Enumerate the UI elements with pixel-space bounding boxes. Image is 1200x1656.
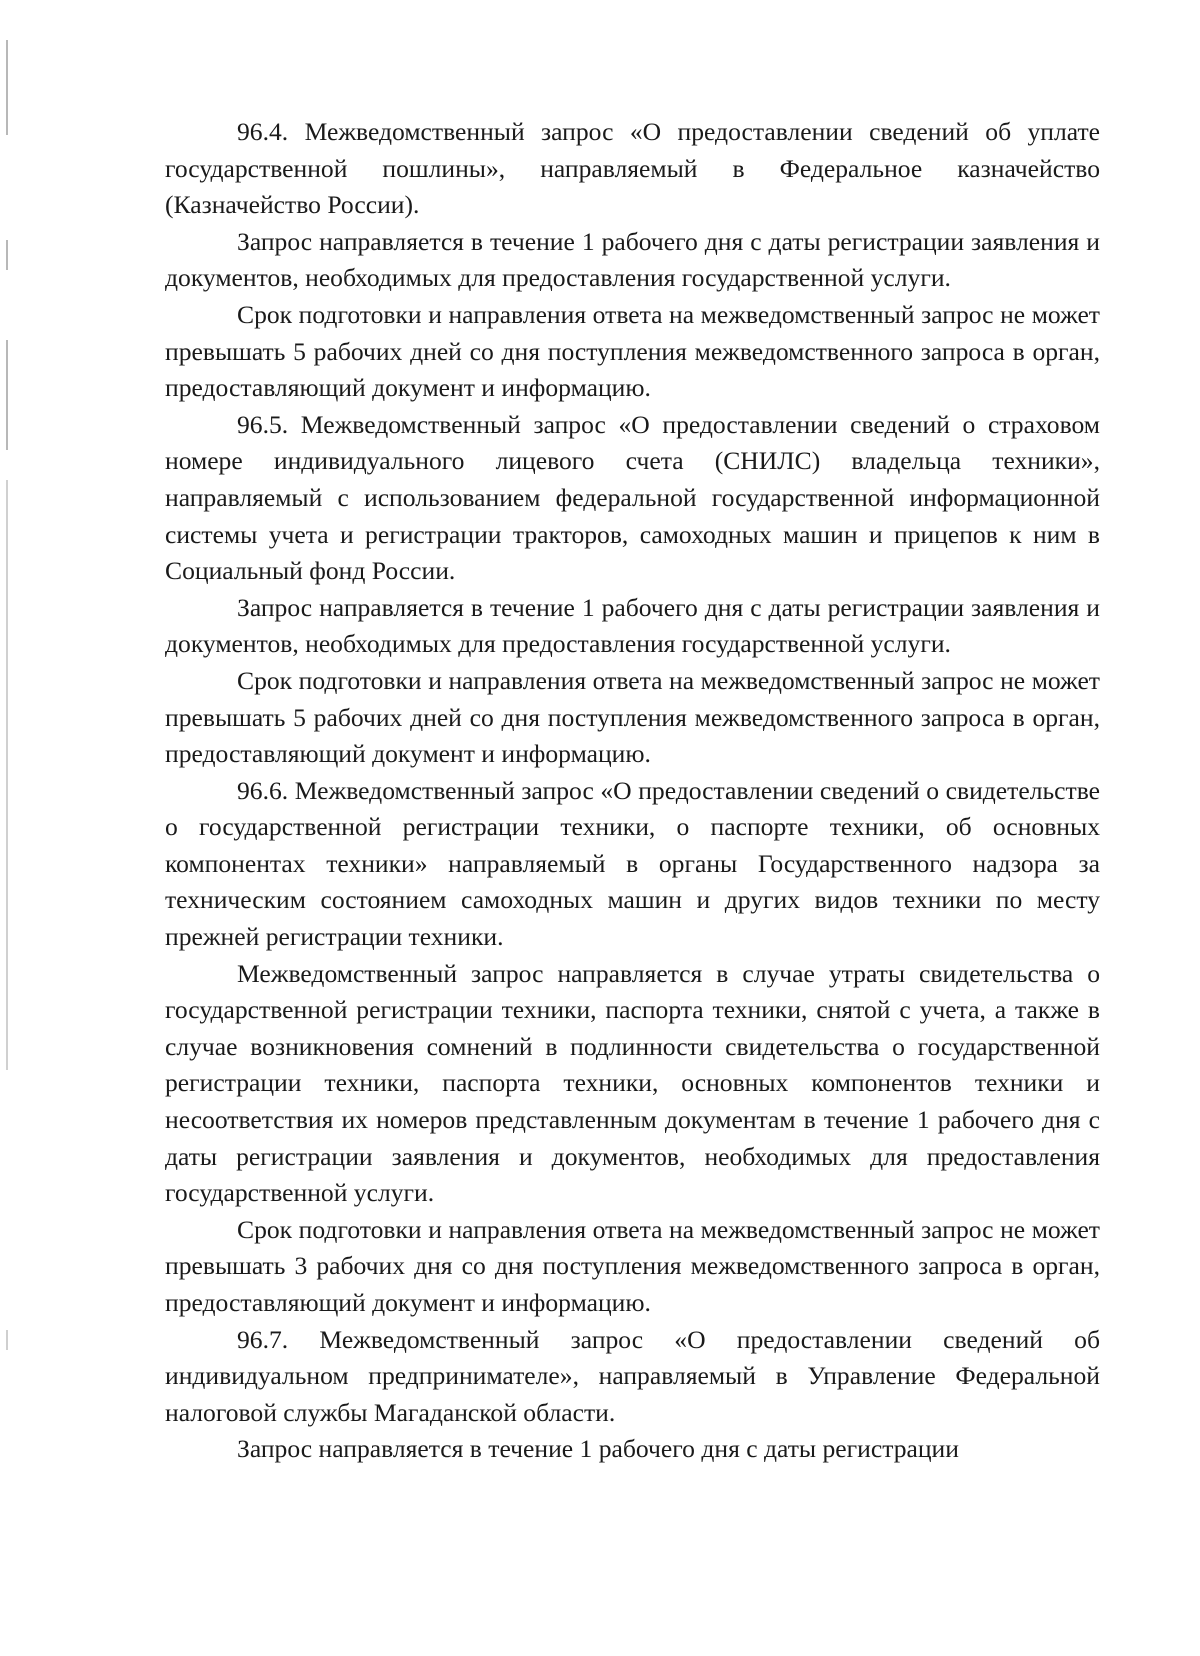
paragraph-request-deadline-partial: Запрос направляется в течение 1 рабочего дня с даты регистрации xyxy=(237,1434,959,1464)
paragraph-request-conditions: Межведомственный запрос направляется в случае утраты свидетельства о государственной регистрации техники, паспорта техники, снятой с учета, а также в случае возникновения сомнений в подлинности свидетельства о государственной регистрации техники, паспорта техники, основных компонентов техники и несоответствия их номеров представленным документам в течение 1 рабочего дня с даты регистрации заявления и документов, необходимых для предоставления государственной услуги. xyxy=(165,958,1100,1208)
document-body xyxy=(165,114,1100,1468)
scan-edge-mark xyxy=(6,340,8,450)
scan-edge-mark xyxy=(6,40,8,135)
paragraph-response-deadline: Срок подготовки и направления ответа на межведомственный запрос не может превышать 5 рабочих дней со дня поступления межведомственного запроса в орган, предоставляющий документ и информацию. xyxy=(165,299,1100,403)
paragraph-request-deadline: Запрос направляется в течение 1 рабочего дня с даты регистрации заявления и документов, необходимых для предоставления государственной услуги. xyxy=(165,226,1100,293)
scan-edge-mark xyxy=(6,480,8,1070)
paragraph-96-5: 96.5. Межведомственный запрос «О предоставлении сведений о страховом номере индивидуального лицевого счета (СНИЛС) владельца техники», направляемый с использованием федеральной государственной информационной системы учета и регистрации тракторов, самоходных машин и прицепов к ним в Социальный фонд России. xyxy=(165,409,1100,586)
paragraph-request-deadline: Запрос направляется в течение 1 рабочего дня с даты регистрации заявления и документов, необходимых для предоставления государственной услуги. xyxy=(165,592,1100,659)
paragraph-response-deadline: Срок подготовки и направления ответа на межведомственный запрос не может превышать 5 рабочих дней со дня поступления межведомственного запроса в орган, предоставляющий документ и информацию. xyxy=(165,665,1100,769)
paragraph-96-6: 96.6. Межведомственный запрос «О предоставлении сведений о свидетельстве о государственной регистрации техники, о паспорте техники, об основных компонентах техники» направляемый в органы Государственного надзора за техническим состоянием самоходных машин и других видов техники по месту прежней регистрации техники. xyxy=(165,775,1100,952)
scan-edge-mark xyxy=(6,1330,8,1350)
paragraph-response-deadline: Срок подготовки и направления ответа на межведомственный запрос не может превышать 3 рабочих дня со дня поступления межведомственного запроса в орган, предоставляющий документ и информацию. xyxy=(165,1214,1100,1317)
scan-edge-mark xyxy=(6,240,8,270)
paragraph-96-7: 96.7. Межведомственный запрос «О предоставлении сведений об индивидуальном предпринимателе», направляемый в Управление Федеральной налоговой службы Магаданской области. xyxy=(165,1324,1100,1427)
paragraph-96-4: 96.4. Межведомственный запрос «О предоставлении сведений об уплате государственной пошлины», направляемый в Федеральное казначейство (Казначейство России). xyxy=(165,117,1100,220)
